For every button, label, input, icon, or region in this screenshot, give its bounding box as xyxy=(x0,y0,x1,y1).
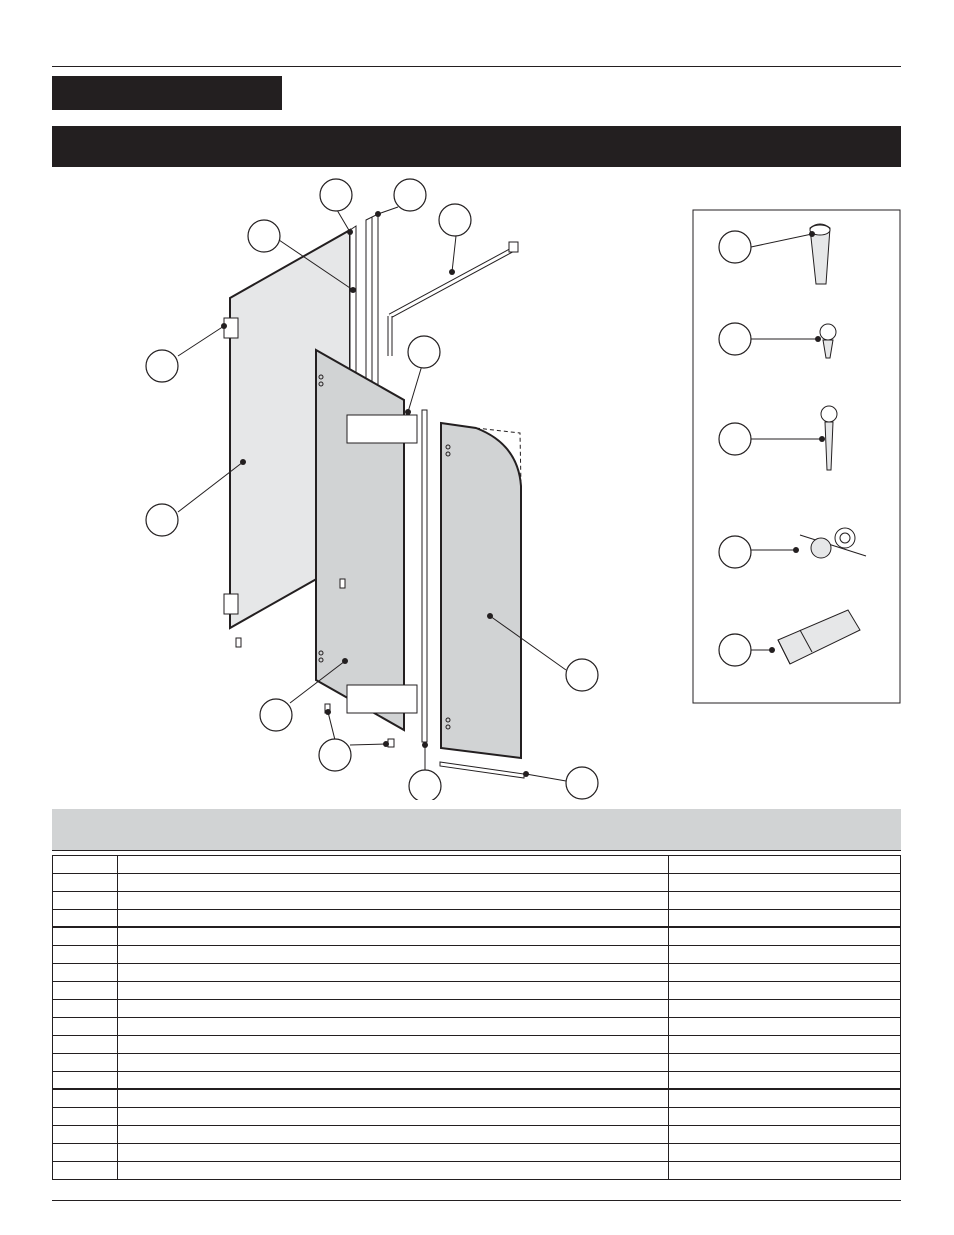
table-cell xyxy=(118,1090,669,1107)
table-cell xyxy=(118,892,669,909)
table-cell xyxy=(53,1126,118,1143)
table-row xyxy=(53,964,900,982)
table-row xyxy=(53,1018,900,1036)
table-cell xyxy=(53,982,118,999)
table-body xyxy=(52,856,901,1180)
table-row xyxy=(53,892,900,910)
table-row xyxy=(53,1126,900,1144)
table-cell xyxy=(669,928,900,945)
table-row xyxy=(53,1090,900,1108)
table-cell xyxy=(669,1108,900,1125)
label-box-bottom xyxy=(347,685,417,713)
table-cell xyxy=(669,1090,900,1107)
short-screw xyxy=(820,324,836,340)
washer xyxy=(835,528,855,548)
table-cell xyxy=(669,1144,900,1161)
callout-circle xyxy=(146,350,178,382)
table-cell xyxy=(669,964,900,981)
table-cell xyxy=(118,946,669,963)
table-cell xyxy=(53,946,118,963)
table-cell xyxy=(118,928,669,945)
table-header xyxy=(52,809,901,850)
table-cell xyxy=(53,874,118,891)
callout-circle xyxy=(566,767,598,799)
callout-circle xyxy=(719,634,751,666)
table-cell xyxy=(53,910,118,926)
table-row xyxy=(53,982,900,1000)
table-cell xyxy=(53,1018,118,1035)
table-cell xyxy=(669,1000,900,1017)
callout-circle xyxy=(719,536,751,568)
table-cell xyxy=(118,910,669,926)
table-row xyxy=(53,1036,900,1054)
table-cell xyxy=(53,856,118,873)
callout-circle xyxy=(319,739,351,771)
bottom-seal xyxy=(440,762,524,778)
table-row xyxy=(53,1144,900,1162)
table-cell xyxy=(53,1090,118,1107)
table-cell xyxy=(118,1000,669,1017)
table-cell xyxy=(118,1036,669,1053)
table-row xyxy=(53,856,900,874)
table-cell xyxy=(669,1036,900,1053)
table-cell xyxy=(53,892,118,909)
table-row xyxy=(53,928,900,946)
table-cell xyxy=(669,892,900,909)
callout-circle xyxy=(409,770,441,800)
table-cell xyxy=(118,856,669,873)
label-box-top xyxy=(347,415,417,443)
table-cell xyxy=(118,1054,669,1071)
table-cell xyxy=(118,1162,669,1179)
parts-table xyxy=(52,809,901,1180)
table-cell xyxy=(53,1072,118,1088)
table-cell xyxy=(669,982,900,999)
table-row xyxy=(53,1162,900,1179)
vertical-seal xyxy=(422,410,427,742)
table-cell xyxy=(53,1144,118,1161)
callout-circle xyxy=(719,323,751,355)
cap xyxy=(811,538,831,558)
table-row xyxy=(53,910,900,928)
table-cell xyxy=(53,964,118,981)
table-cell xyxy=(118,1108,669,1125)
table-cell xyxy=(53,1054,118,1071)
curved-glass-panel xyxy=(441,423,521,758)
table-cell xyxy=(669,1054,900,1071)
table-cell xyxy=(669,1126,900,1143)
callout-circle xyxy=(719,231,751,263)
table-row xyxy=(53,1072,900,1090)
callout-circle xyxy=(408,336,440,368)
table-cell xyxy=(669,1072,900,1088)
callout-circle xyxy=(566,659,598,691)
table-cell xyxy=(53,1036,118,1053)
table-cell xyxy=(53,1108,118,1125)
table-cell xyxy=(118,982,669,999)
callout-circle xyxy=(439,204,471,236)
callout-circle xyxy=(320,179,352,211)
long-screw xyxy=(821,406,837,422)
hardware-box xyxy=(693,210,900,703)
table-row xyxy=(53,1000,900,1018)
callout-circle xyxy=(719,423,751,455)
table-cell xyxy=(669,946,900,963)
table-cell xyxy=(669,874,900,891)
callout-circle xyxy=(146,504,178,536)
callout-circle xyxy=(394,179,426,211)
table-row xyxy=(53,1054,900,1072)
table-row xyxy=(53,946,900,964)
clip xyxy=(236,638,241,647)
table-cell xyxy=(669,856,900,873)
table-row xyxy=(53,1108,900,1126)
callout-circle xyxy=(260,699,292,731)
table-cell xyxy=(669,1162,900,1179)
table-cell xyxy=(118,964,669,981)
table-row xyxy=(53,874,900,892)
bottom-rule xyxy=(52,1200,901,1201)
table-cell xyxy=(118,1018,669,1035)
table-cell xyxy=(53,1000,118,1017)
callout-circle xyxy=(248,220,280,252)
table-cell xyxy=(669,1018,900,1035)
table-cell xyxy=(53,1162,118,1179)
hinge-bottom xyxy=(224,594,238,614)
table-cell xyxy=(118,874,669,891)
table-cell xyxy=(118,1126,669,1143)
table-cell xyxy=(669,910,900,926)
table-cell xyxy=(53,928,118,945)
table-cell xyxy=(118,1144,669,1161)
table-cell xyxy=(118,1072,669,1088)
